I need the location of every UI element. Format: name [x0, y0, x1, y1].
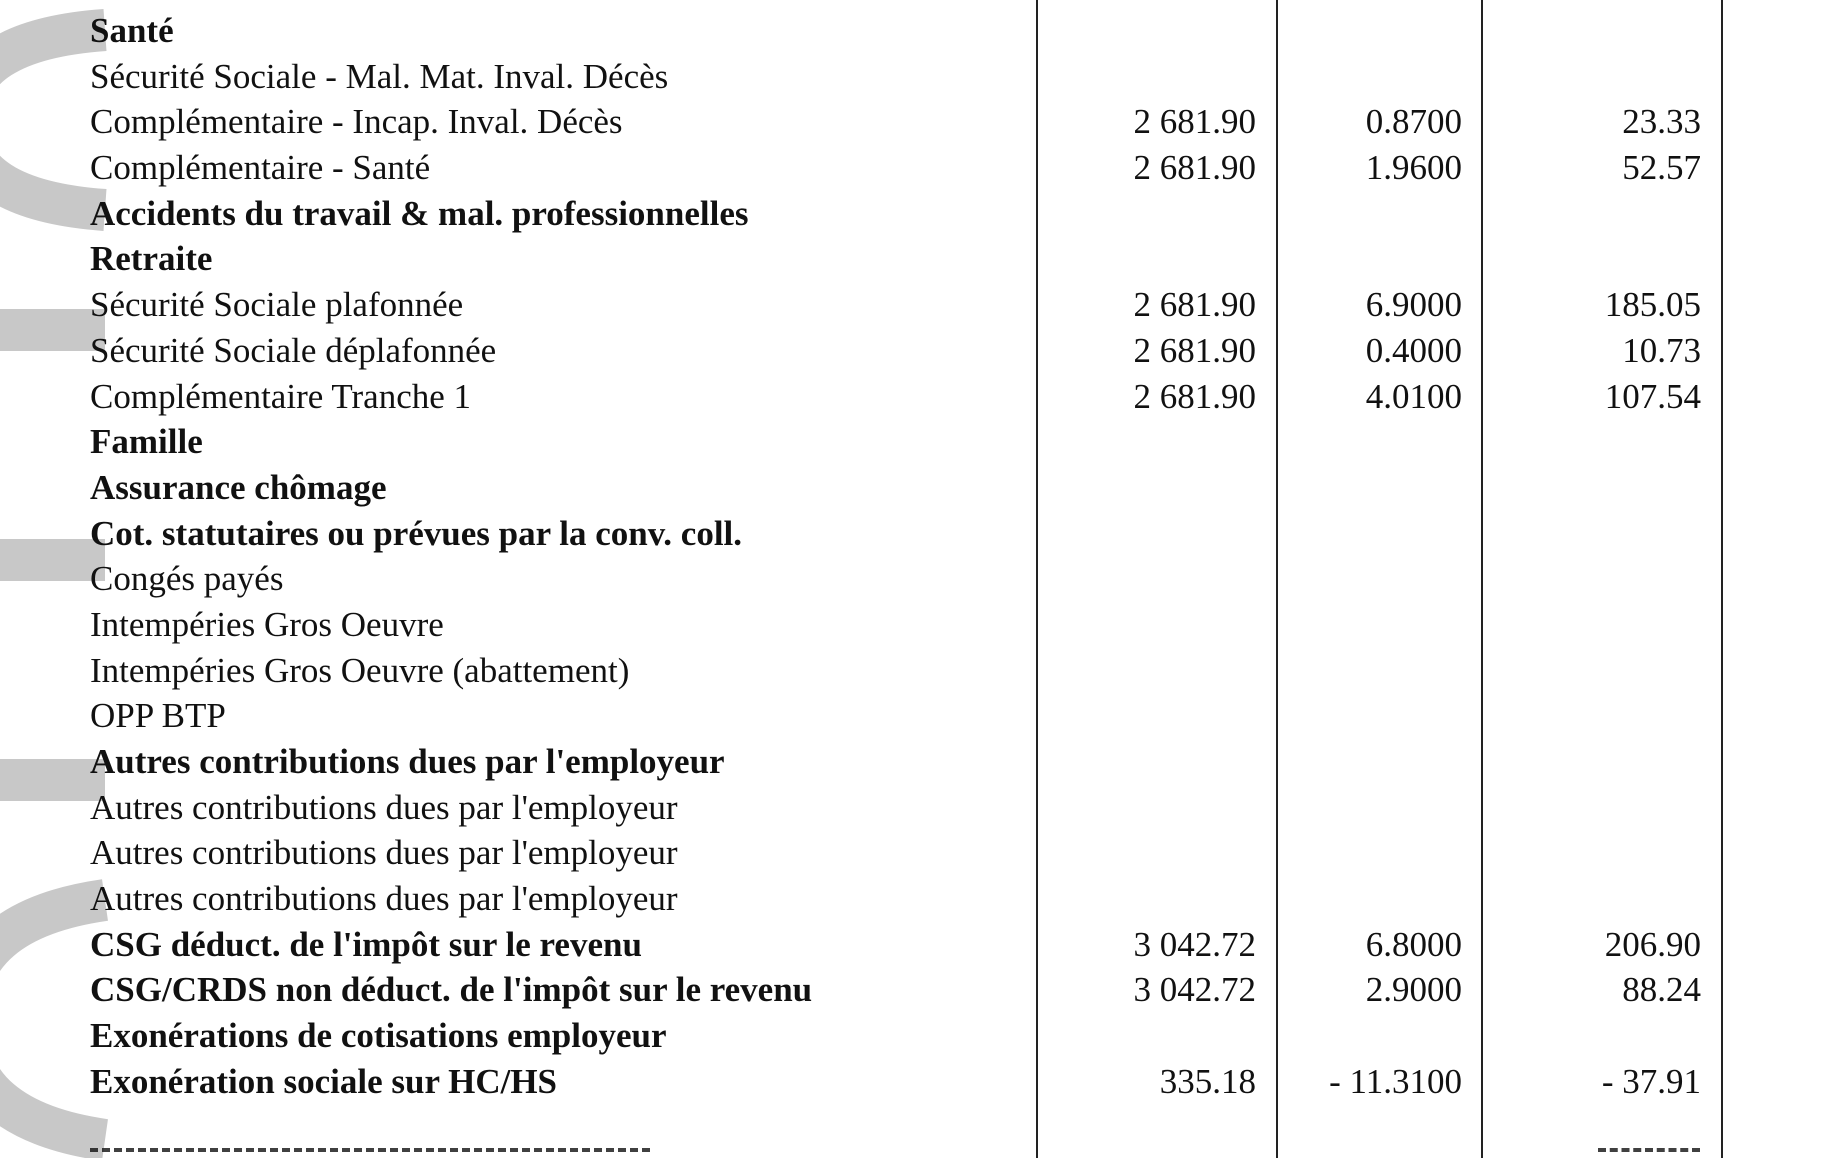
row-base: 3 042.72	[1133, 970, 1256, 1010]
table-row	[0, 739, 1836, 785]
table-row	[0, 556, 1836, 602]
row-rate: 0.8700	[1365, 102, 1462, 142]
row-amount: - 37.91	[1601, 1061, 1701, 1101]
row-base: 2 681.90	[1133, 102, 1256, 142]
table-row	[0, 465, 1836, 511]
row-base: 3 042.72	[1133, 924, 1256, 964]
table-row	[0, 1013, 1836, 1059]
row-label: Complémentaire - Incap. Inval. Décès	[90, 102, 623, 142]
row-amount: 107.54	[1604, 376, 1701, 416]
row-label: Exonérations de cotisations employeur	[90, 1016, 667, 1056]
row-amount: 206.90	[1604, 924, 1701, 964]
row-label: Autres contributions dues par l'employeur	[90, 833, 678, 873]
row-base: 2 681.90	[1133, 330, 1256, 370]
table-row	[0, 876, 1836, 922]
table-row	[0, 282, 1836, 328]
row-label: Sécurité Sociale déplafonnée	[90, 330, 497, 370]
row-label: Congés payés	[90, 559, 284, 599]
row-base: 2 681.90	[1133, 376, 1256, 416]
row-rate: 6.8000	[1365, 924, 1462, 964]
contributions-table	[0, 8, 1836, 1105]
table-row	[0, 374, 1836, 420]
table-row	[0, 328, 1836, 374]
table-row	[0, 419, 1836, 465]
row-rate: 2.9000	[1365, 970, 1462, 1010]
row-label: Assurance chômage	[90, 467, 387, 507]
row-base: 2 681.90	[1133, 285, 1256, 325]
row-amount: 88.24	[1622, 970, 1701, 1010]
row-label: OPP BTP	[90, 696, 226, 736]
table-row	[0, 191, 1836, 237]
row-amount: 10.73	[1622, 330, 1701, 370]
row-label: Retraite	[90, 239, 213, 279]
table-row	[0, 648, 1836, 694]
row-label: CSG déduct. de l'impôt sur le revenu	[90, 924, 642, 964]
row-label: Accidents du travail & mal. professionnelles	[90, 193, 749, 233]
row-label: Santé	[90, 11, 174, 50]
table-row	[0, 693, 1836, 739]
table-row	[0, 8, 1836, 54]
row-label: Intempéries Gros Oeuvre (abattement)	[90, 650, 630, 690]
row-amount: 52.57	[1622, 148, 1701, 188]
row-rate: 0.4000	[1365, 330, 1462, 370]
row-rate: 1.9600	[1365, 148, 1462, 188]
table-row	[0, 602, 1836, 648]
table-row	[0, 1059, 1836, 1105]
row-label: Complémentaire - Santé	[90, 148, 431, 188]
table-row	[0, 99, 1836, 145]
row-label: Sécurité Sociale plafonnée	[90, 285, 464, 325]
row-base: 335.18	[1159, 1061, 1256, 1101]
table-row	[0, 54, 1836, 100]
row-label: Intempéries Gros Oeuvre	[90, 604, 444, 644]
row-label: Sécurité Sociale - Mal. Mat. Inval. Décès	[90, 56, 669, 96]
row-rate: 4.0100	[1365, 376, 1462, 416]
row-base: 2 681.90	[1133, 148, 1256, 188]
total-row-partial	[0, 1148, 1836, 1158]
row-amount: 23.33	[1622, 102, 1701, 142]
row-amount: 185.05	[1604, 285, 1701, 325]
row-label: Complémentaire Tranche 1	[90, 376, 472, 416]
table-row	[0, 967, 1836, 1013]
table-row	[0, 830, 1836, 876]
row-rate: 6.9000	[1365, 285, 1462, 325]
table-row	[0, 785, 1836, 831]
row-label: CSG/CRDS non déduct. de l'impôt sur le revenu	[90, 970, 813, 1010]
total-amount-cut	[1598, 1148, 1700, 1152]
total-label-cut	[90, 1148, 650, 1158]
row-label: Autres contributions dues par l'employeur	[90, 742, 725, 781]
row-label: Autres contributions dues par l'employeur	[90, 879, 678, 919]
row-rate: - 11.3100	[1329, 1061, 1462, 1101]
row-label: Famille	[90, 422, 203, 462]
table-row	[0, 922, 1836, 968]
table-row	[0, 236, 1836, 282]
table-row	[0, 511, 1836, 557]
row-label: Exonération sociale sur HC/HS	[90, 1061, 558, 1101]
table-row	[0, 145, 1836, 191]
row-label: Autres contributions dues par l'employeur	[90, 787, 678, 827]
row-label: Cot. statutaires ou prévues par la conv. coll.	[90, 513, 743, 553]
